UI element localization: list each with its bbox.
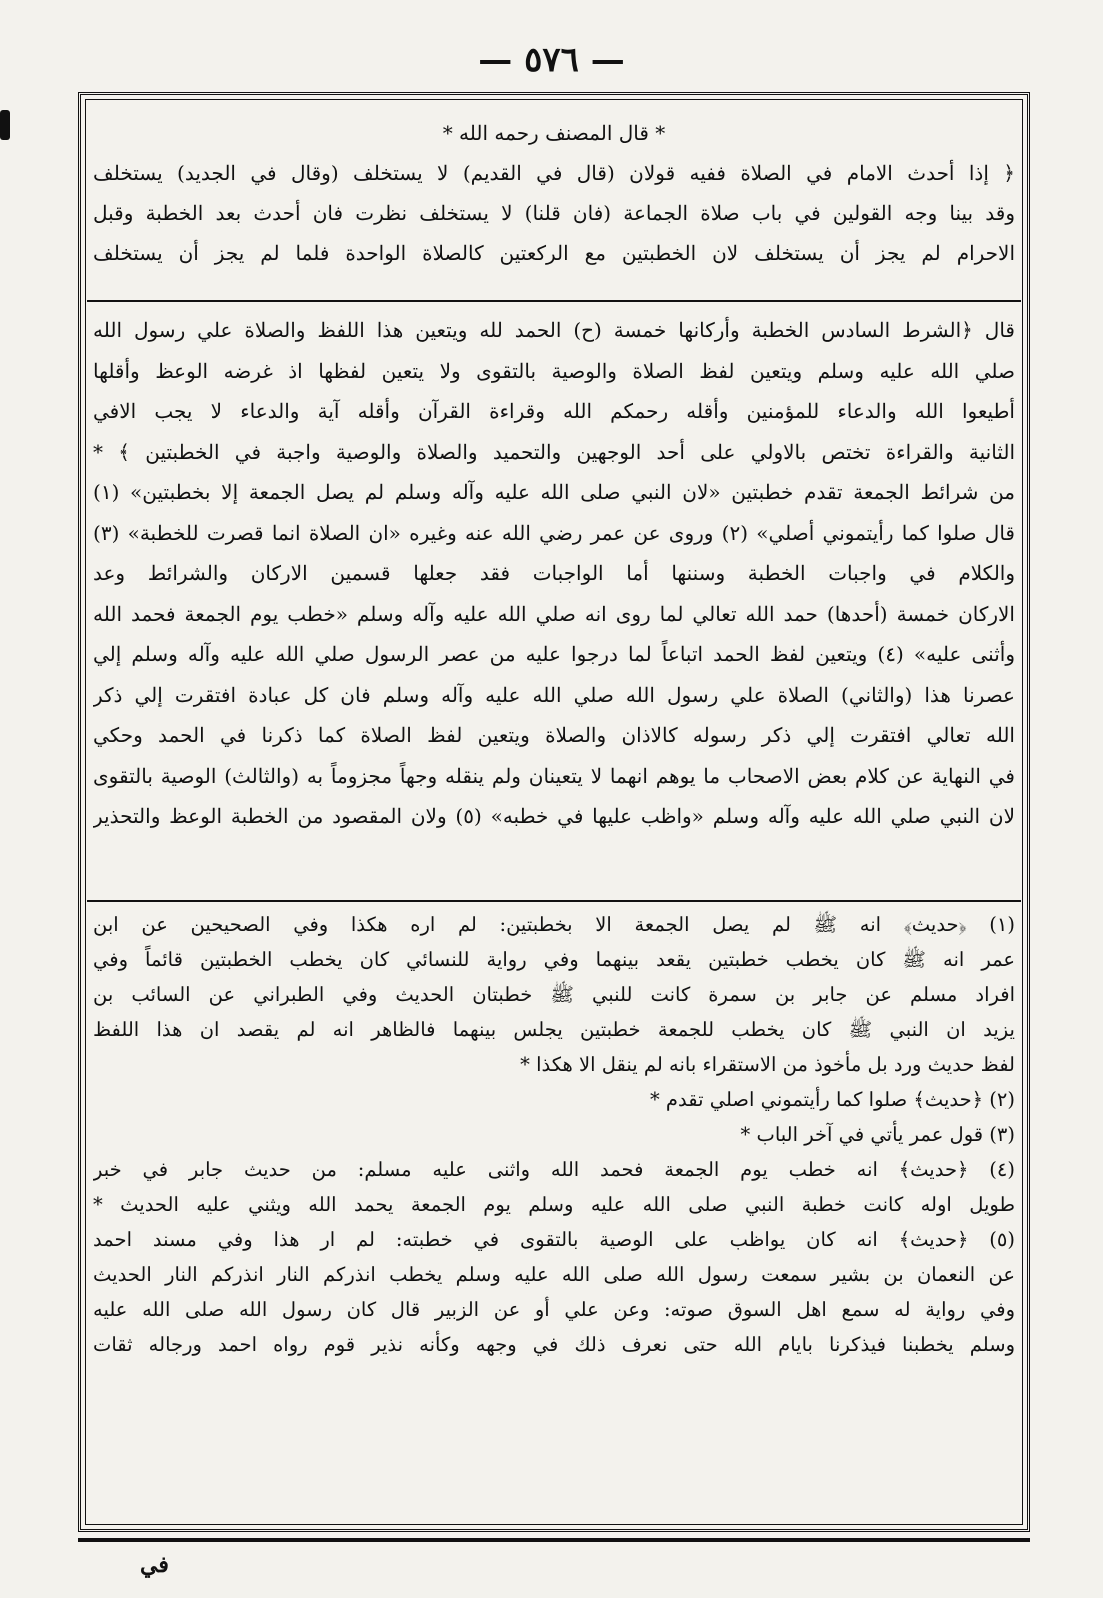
footnotes-section — [93, 907, 1015, 1517]
footnote-line: طويل اوله كانت خطبة النبي صلى الله عليه وسلم يوم الجمعة يحمد الله ويثني عليه الحديث * — [93, 1193, 1015, 1216]
matn-line: * قال المصنف رحمه الله * — [442, 121, 666, 145]
footnote-line: افراد مسلم عن جابر بن سمرة كانت للنبي ﷺ خطبتان الحديث وفي الطبراني عن السائب بن — [93, 983, 1015, 1006]
sharh-line: عصرنا هذا (والثاني) الصلاة علي رسول الله صلي الله عليه وآله وسلم فان كل عبادة افتقرت إلي ذكر — [93, 682, 1015, 707]
sharh-line: صلي الله عليه وسلم ويتعين لفظ الصلاة والوصية بالتقوى ولا يتعين لفظها اذ غرضه الوعظ وأقلها — [93, 358, 1015, 383]
matn-line: الاحرام لم يجز أن يستخلف لان الخطبتين مع الركعتين كالصلاة الواحدة فلما لم يجز أن يستخلف — [93, 241, 1015, 265]
matn-line: ﴿ إذا أحدث الامام في الصلاة ففيه قولان (قال في القديم) لا يستخلف (وقال في الجديد) يستخلف — [93, 161, 1015, 185]
footnote-line: (٣) قول عمر يأتي في آخر الباب * — [740, 1123, 1015, 1146]
footnote-line: عمر انه ﷺ كان يخطب خطبتين يقعد بينهما وفي رواية للنسائي كان يخطب الخطبتين قائماً وفي — [93, 948, 1015, 971]
bottom-rule — [78, 1538, 1030, 1542]
sharh-line: أطيعوا الله والدعاء للمؤمنين وأقله رحمكم الله وقراءة القرآن وأقله آية والدعاء لا يجب الافي — [93, 399, 1015, 423]
sharh-line: الاركان خمسة (أحدها) حمد الله تعالي لما روى انه صلي الله عليه وآله وسلم «خطب يوم الجمعة فحمد الله — [93, 601, 1015, 626]
page-number: — ٥٧٦ — — [478, 40, 625, 80]
sharh-section — [93, 310, 1015, 900]
section-divider — [87, 300, 1021, 302]
sharh-line: في النهاية عن كلام بعض الاصحاب ما يوهم انهما لا يتعينان ولم ينقله وجهاً مجزوماً به (والثالث) الوصية بالتقوى — [93, 763, 1015, 788]
footnote-line: (١) ﴿حديث﴾ انه ﷺ لم يصل الجمعة الا بخطبتين: لم اره هكذا وفي الصحيحين عن ابن — [93, 913, 1015, 936]
sharh-line: الثانية والقراءة تختص بالاولي على أحد الوجهين والتحميد والصلاة والوصية واجبة في الخطبتين ﴾ * — [93, 439, 1015, 464]
catchword: في — [140, 1552, 169, 1578]
sharh-line: قال ﴿الشرط السادس الخطبة وأركانها خمسة (ح) الحمد لله ويتعين هذا اللفظ والصلاة علي رسول الله — [93, 318, 1015, 342]
footnote-divider — [87, 900, 1021, 902]
matn-section — [93, 113, 1015, 303]
footnote-line: (٢) ﴿حديث﴾ صلوا كما رأيتموني اصلي تقدم * — [649, 1088, 1015, 1111]
footnote-line: وسلم يخطبنا فيذكرنا بايام الله حتى نعرف ذلك في وجهه وكأنه نذير قوم رواه احمد ورجاله ثقات — [93, 1333, 1015, 1356]
footnote-line: (٥) ﴿حديث﴾ انه كان يواظب على الوصية بالتقوى في خطبته: لم ار هذا وفي مسند احمد — [93, 1228, 1015, 1251]
footnote-line: لفظ حديث ورد بل مأخوذ من الاستقراء بانه لم ينقل الا هكذا * — [520, 1053, 1015, 1076]
sharh-line: قال صلوا كما رأيتموني أصلي» (٢) وروى عن عمر رضي الله عنه وغيره «ان الصلاة انما قصرت للخطبة» (٣) — [93, 520, 1015, 545]
footnote-line: يزيد ان النبي ﷺ كان يخطب للجمعة خطبتين يجلس بينهما فالظاهر انه لم يقصد ان هذا اللفظ — [93, 1018, 1015, 1041]
sharh-line: والكلام في واجبات الخطبة وسننها أما الواجبات فقد جعلها قسمين الاركان والشرائط وعد — [93, 561, 1015, 585]
matn-line: وقد بينا وجه القولين في باب صلاة الجماعة (فان قلنا) لا يستخلف نظرت فان أحدث بعد الخطبة وقبل — [93, 201, 1015, 225]
footnote-line: عن النعمان بن بشير سمعت رسول الله صلى الله عليه وسلم يخطب انذركم النار انذركم النار الحديث — [93, 1263, 1015, 1286]
scan-edge-mark — [0, 110, 10, 140]
footnote-line: وفي رواية له سمع اهل السوق صوته: وعن علي أو عن الزبير قال كان رسول الله صلى الله عليه — [93, 1298, 1015, 1321]
sharh-line: لان النبي صلي الله عليه وآله وسلم «واظب عليها في خطبه» (٥) ولان المقصود من الخطبة الوعظ والتحذير — [93, 804, 1015, 828]
footnote-line: (٤) ﴿حديث﴾ انه خطب يوم الجمعة فحمد الله واثنى عليه مسلم: من حديث جابر في خبر — [93, 1158, 1015, 1181]
text-frame — [78, 92, 1030, 1532]
sharh-line: الله تعالي افتقرت إلي ذكر رسوله كالاذان والصلاة ويتعين لفظ الصلاة كما ذكرنا في الحمد وحكي — [93, 723, 1015, 747]
sharh-line: من شرائط الجمعة تقدم خطبتين «لان النبي صلى الله عليه وآله وسلم لم يصل الجمعة إلا بخطبتين» (١) — [93, 480, 1015, 504]
sharh-line: وأثنى عليه» (٤) ويتعين لفظ الحمد اتباعاً لما درجوا عليه من عصر الرسول صلي الله عليه وآله وسلم إلي — [93, 642, 1015, 666]
